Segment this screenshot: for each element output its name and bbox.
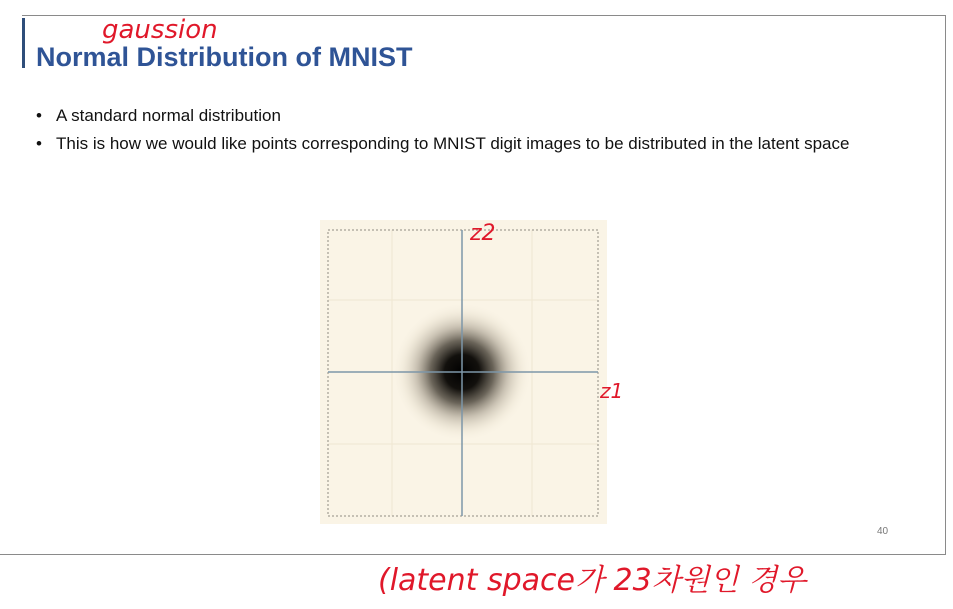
annotation-z1: z1: [600, 379, 624, 403]
annotation-gaussion: gaussion: [102, 15, 218, 45]
bullet-item: • This is how we would like points corresponding to MNIST digit images to be distributed in the latent space: [36, 132, 896, 156]
page-number: 40: [877, 526, 889, 537]
annotation-latent-space-note: (latent space가 23차원인 경우: [378, 563, 807, 598]
bullet-item: • A standard normal distribution: [36, 104, 896, 128]
slide-title: Normal Distribution of MNIST: [36, 42, 413, 72]
annotation-z2: z2: [470, 221, 496, 246]
